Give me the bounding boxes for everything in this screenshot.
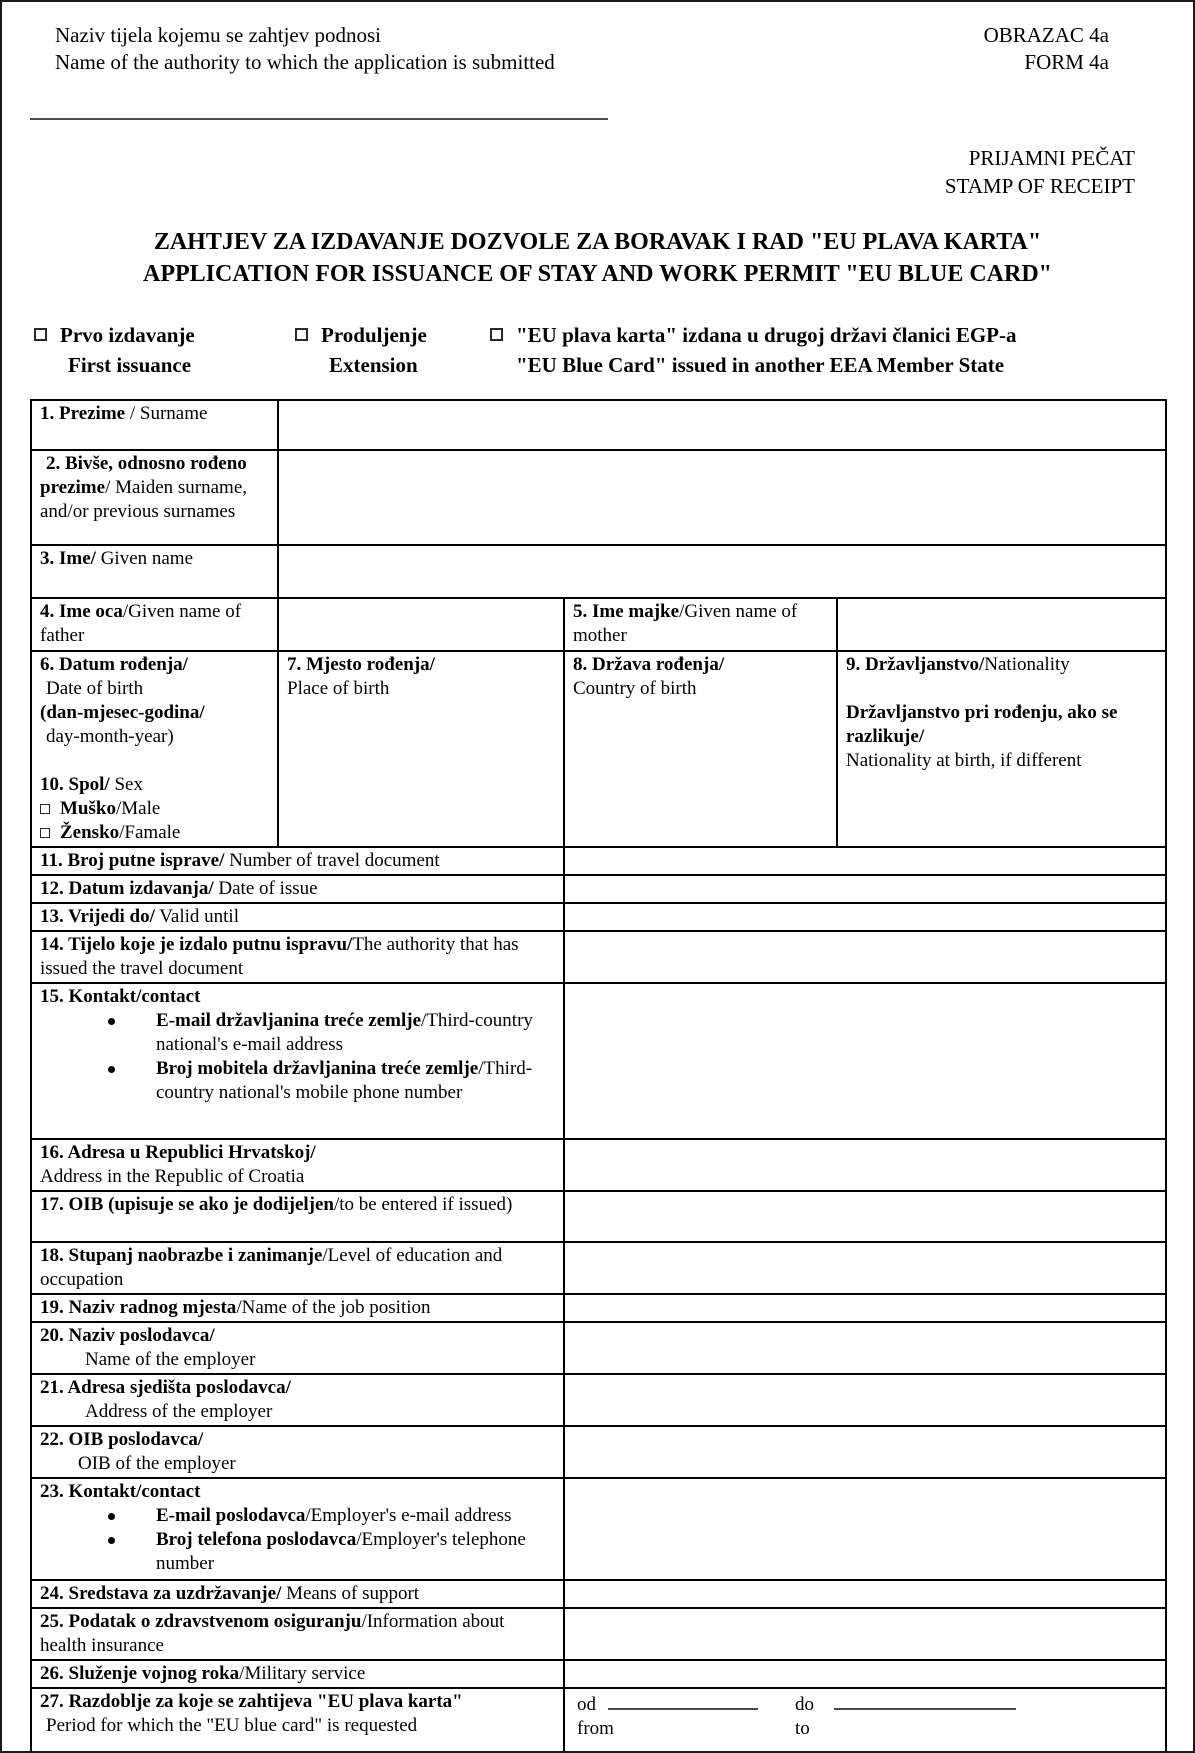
en-text: OIB of the employer (78, 1453, 236, 1474)
bullet-icon (108, 1066, 115, 1073)
form-code-en: FORM 4a (1024, 50, 1109, 74)
sex-option-male (40, 797, 269, 821)
form-title-en: APPLICATION FOR ISSUANCE OF STAY AND WORK PERMIT "EU BLUE CARD" (143, 261, 1052, 287)
field-22-value[interactable] (564, 1426, 1166, 1478)
field-15-value[interactable] (564, 983, 1166, 1139)
hr-text: 8. Država rođenja/ (573, 654, 725, 675)
field-27-label (31, 1688, 564, 1753)
en-text: /to be entered if issued) (334, 1194, 513, 1215)
hr-text (40, 985, 555, 1009)
to-label: to (795, 1718, 810, 1739)
hr-text: 11. Broj putne isprave/ (40, 850, 225, 871)
hr-text (40, 1480, 555, 1504)
field-15-label (31, 983, 564, 1139)
row-field-2 (31, 450, 1166, 545)
hr-text: 4. Ime oca (40, 601, 123, 622)
en-text: Number of travel document (224, 850, 440, 871)
en-text: Nationality (984, 654, 1070, 675)
field-26-label (31, 1660, 564, 1688)
en-text: /Third-country national's mobile phone number (156, 1058, 533, 1103)
from-label: from (577, 1718, 614, 1739)
od-label: od (577, 1694, 596, 1715)
bullet-item (40, 1057, 555, 1105)
hr-text: 6. Datum rođenja/ (40, 654, 188, 675)
stamp-label-hr: PRIJAMNI PEČAT (968, 146, 1135, 170)
en-text: Country of birth (573, 678, 697, 699)
bullet-text (115, 1057, 555, 1105)
hr-text: 20. Naziv poslodavca/ (40, 1325, 215, 1346)
option-blue-card-other-eea-state-label (516, 320, 1017, 380)
field-24-value[interactable] (564, 1580, 1166, 1608)
field-25-value[interactable] (564, 1608, 1166, 1660)
en-text: Sex (109, 774, 143, 795)
en-text: Period for which the "EU blue card" is requested (46, 1715, 418, 1736)
option-first-issuance (34, 320, 195, 380)
row-field-21 (31, 1374, 1166, 1426)
option-blue-card-other-eea-state (490, 320, 1017, 380)
field-13-value[interactable] (564, 903, 1166, 931)
en-text: /Military service (239, 1663, 366, 1684)
form-title (2, 226, 1193, 290)
hr-text: 25. Podatak o zdravstvenom osiguranju (40, 1611, 362, 1632)
field-23-value[interactable] (564, 1478, 1166, 1580)
en-text: day-month-year) (46, 726, 174, 747)
hr-text: 27. Razdoblje za koje se zahtijeva "EU plava karta" (40, 1691, 463, 1712)
bullet-item (40, 1009, 555, 1057)
hr-text: 2. Bivše, odnosno rođeno prezime (40, 453, 247, 498)
field-20-value[interactable] (564, 1322, 1166, 1374)
hr-text: 21. Adresa sjedišta poslodavca/ (40, 1377, 291, 1398)
row-field-23 (31, 1478, 1166, 1580)
row-field-18 (31, 1242, 1166, 1294)
en-text: /Third-country national's e-mail address (156, 1010, 533, 1055)
field-26-value[interactable] (564, 1660, 1166, 1688)
field-18-label (31, 1242, 564, 1294)
en-text: /Employer's telephone number (156, 1529, 526, 1574)
en-text: Means of support (281, 1583, 420, 1604)
field-22-label (31, 1426, 564, 1478)
field-17-value[interactable] (564, 1191, 1166, 1242)
period-to-group (795, 1693, 1016, 1717)
row-field-26 (31, 1660, 1166, 1688)
field-17-label (31, 1191, 564, 1242)
stamp-of-receipt (2, 144, 1193, 200)
form-code-hr: OBRAZAC 4a (983, 23, 1109, 47)
row-field-14 (31, 931, 1166, 983)
hr-text: Produljenje (321, 323, 427, 347)
en-text: Name of the employer (85, 1349, 256, 1370)
hr-text: 22. OIB poslodavca/ (40, 1429, 204, 1450)
hr-text: 3. Ime/ (40, 548, 96, 569)
period-to-line[interactable] (834, 1693, 1016, 1710)
authority-label (55, 22, 555, 76)
row-field-25 (31, 1608, 1166, 1660)
bullet-text (115, 1009, 555, 1057)
field-6-and-10-cell[interactable] (31, 651, 278, 847)
hr-text: 15. Kontakt/contact (40, 986, 201, 1007)
field-2-label-text (40, 453, 247, 522)
en-text: /Given name of mother (573, 601, 798, 646)
hr-text: 18. Stupanj naobrazbe i zanimanje (40, 1245, 323, 1266)
en-text: /Famale (119, 822, 181, 843)
hr-text: Prvo izdavanje (60, 323, 195, 347)
sex-option-female (40, 821, 269, 845)
field-16-value[interactable] (564, 1139, 1166, 1191)
en-text: First issuance (68, 353, 192, 377)
row-field-1 (31, 400, 1166, 450)
authority-label-hr: Naziv tijela kojemu se zahtjev podnosi (55, 23, 381, 47)
field-1-value[interactable] (278, 400, 1166, 450)
field-27-value[interactable] (564, 1688, 1166, 1753)
hr-text: 9. Državljanstvo/ (846, 654, 985, 675)
field-2-value[interactable] (278, 450, 1166, 545)
field-25-label (31, 1608, 564, 1660)
en-text: / Maiden surname, and/or previous surnames (40, 477, 247, 522)
header (2, 2, 1193, 76)
hr-text: 23. Kontakt/contact (40, 1481, 201, 1502)
en-text: Nationality at birth, if different (846, 750, 1082, 771)
field-11-label (31, 847, 564, 875)
en-text: /Given name of father (40, 601, 242, 646)
hr-text: 1. Prezime (40, 403, 126, 424)
row-field-19 (31, 1294, 1166, 1322)
field-14-label (31, 931, 564, 983)
field-4-label (31, 598, 278, 651)
row-field-11 (31, 847, 1166, 875)
checkbox-female[interactable] (40, 828, 50, 838)
checkbox-extension[interactable] (295, 328, 308, 341)
hr-text: "EU plava karta" izdana u drugoj državi članici EGP-a (516, 323, 1017, 347)
field-23-label (31, 1478, 564, 1580)
hr-text: 5. Ime majke (573, 601, 680, 622)
checkbox-male[interactable] (40, 804, 50, 814)
period-line-english (573, 1717, 1157, 1741)
field-3-label (31, 545, 278, 598)
row-field-13 (31, 903, 1166, 931)
hr-text: 26. Služenje vojnog roka (40, 1663, 240, 1684)
hr-text: 13. Vrijedi do/ (40, 906, 155, 927)
field-21-label (31, 1374, 564, 1426)
field-20-label (31, 1322, 564, 1374)
field-7-cell[interactable] (278, 651, 564, 847)
row-field-27 (31, 1688, 1166, 1753)
hr-text: 12. Datum izdavanja/ (40, 878, 214, 899)
row-field-3 (31, 545, 1166, 598)
row-field-17 (31, 1191, 1166, 1242)
en-text: Date of birth (46, 678, 144, 699)
row-field-12 (31, 875, 1166, 903)
checkbox-first-issuance[interactable] (34, 328, 47, 341)
form-title-hr: ZAHTJEV ZA IZDAVANJE DOZVOLE ZA BORAVAK I RAD "EU PLAVA KARTA" (153, 229, 1042, 255)
field-19-label (31, 1294, 564, 1322)
field-1-label (31, 400, 278, 450)
field-9-label (846, 653, 1157, 677)
option-extension (295, 320, 427, 380)
row-fields-6-to-10 (31, 651, 1166, 847)
hr-text: Broj mobitela državljanina treće zemlje (156, 1058, 479, 1079)
hr-text: E-mail poslodavca (156, 1505, 306, 1526)
hr-text: (dan-mjesec-godina/ (40, 702, 205, 723)
en-text: /Name of the job position (236, 1297, 431, 1318)
hr-text: 7. Mjesto rođenja/ (287, 654, 435, 675)
en-text: Valid until (154, 906, 239, 927)
en-text: /Male (115, 798, 161, 819)
authority-fill-line[interactable] (30, 118, 608, 120)
application-table (30, 399, 1167, 1753)
hr-text (40, 701, 269, 725)
field-3-value[interactable] (278, 545, 1166, 598)
field-2-label (31, 450, 278, 545)
en-text: Extension (329, 353, 418, 377)
row-field-16 (31, 1139, 1166, 1191)
hr-text: Muško (60, 798, 116, 819)
hr-text: 19. Naziv radnog mjesta (40, 1297, 237, 1318)
en-text: /Information about health insurance (40, 1611, 505, 1656)
hr-text (287, 653, 555, 677)
hr-text: E-mail državljanina treće zemlje (156, 1010, 422, 1031)
hr-text (40, 653, 269, 677)
field-5-value[interactable] (837, 598, 1166, 651)
period-line-labels (573, 1690, 1157, 1717)
spacer (846, 677, 1157, 701)
en-text: Address in the Republic of Croatia (40, 1166, 305, 1187)
field-14-value[interactable] (564, 931, 1166, 983)
field-9-cell[interactable] (837, 651, 1166, 847)
row-field-24 (31, 1580, 1166, 1608)
issuance-type-options (2, 320, 1193, 380)
bullet-item (40, 1504, 555, 1528)
field-13-label (31, 903, 564, 931)
authority-label-en: Name of the authority to which the application is submitted (55, 50, 555, 74)
bullet-icon (108, 1537, 115, 1544)
row-field-22 (31, 1426, 1166, 1478)
bullet-item (40, 1528, 555, 1576)
hr-text: Žensko (60, 822, 120, 843)
field-18-value[interactable] (564, 1242, 1166, 1294)
spacer (40, 749, 269, 773)
field-21-value[interactable] (564, 1374, 1166, 1426)
en-text: Address of the employer (85, 1401, 273, 1422)
do-label: do (795, 1694, 814, 1715)
hr-text: 16. Adresa u Republici Hrvatskoj/ (40, 1142, 316, 1163)
hr-text: Broj telefona poslodavca (156, 1529, 357, 1550)
en-text: Given name (95, 548, 194, 569)
option-extension-label (321, 320, 427, 380)
checkbox-blue-card-other-eea-state[interactable] (490, 328, 503, 341)
en-text: The authority that has issued the travel document (40, 934, 519, 979)
field-5-label (564, 598, 837, 651)
hr-text (573, 653, 828, 677)
row-fields-4-5 (31, 598, 1166, 651)
en-text: Date of issue (213, 878, 318, 899)
en-text: "EU Blue Card" issued in another EEA Member State (516, 353, 1005, 377)
hr-text (846, 701, 1157, 749)
field-12-label (31, 875, 564, 903)
hr-text: 17. OIB (upisuje se ako je dodijeljen (40, 1194, 334, 1215)
period-from-line[interactable] (608, 1693, 758, 1710)
period-from-group (577, 1693, 795, 1717)
bullet-text (115, 1504, 511, 1528)
hr-text: 14. Tijelo koje je izdalo putnu ispravu/ (40, 934, 353, 955)
hr-text: Državljanstvo pri rođenju, ako se razlikuje/ (846, 702, 1118, 747)
en-text: /Level of education and occupation (40, 1245, 503, 1290)
row-field-15 (31, 983, 1166, 1139)
field-12-value[interactable] (564, 875, 1166, 903)
field-16-label (31, 1139, 564, 1191)
form-code (984, 22, 1109, 76)
field-10-label (40, 773, 269, 797)
bullet-icon (108, 1513, 115, 1520)
field-11-value[interactable] (564, 847, 1166, 875)
en-text: / Surname (125, 403, 208, 424)
hr-text: 10. Spol/ (40, 774, 110, 795)
en-text: /Employer's e-mail address (305, 1505, 512, 1526)
en-text: Place of birth (287, 678, 390, 699)
field-24-label (31, 1580, 564, 1608)
field-4-value[interactable] (278, 598, 564, 651)
field-19-value[interactable] (564, 1294, 1166, 1322)
option-first-issuance-label (60, 320, 195, 380)
bullet-icon (108, 1018, 115, 1025)
row-field-20 (31, 1322, 1166, 1374)
hr-text: 24. Sredstava za uzdržavanje/ (40, 1583, 282, 1604)
stamp-label-en: STAMP OF RECEIPT (944, 174, 1135, 198)
bullet-text (115, 1528, 555, 1576)
field-8-cell[interactable] (564, 651, 837, 847)
